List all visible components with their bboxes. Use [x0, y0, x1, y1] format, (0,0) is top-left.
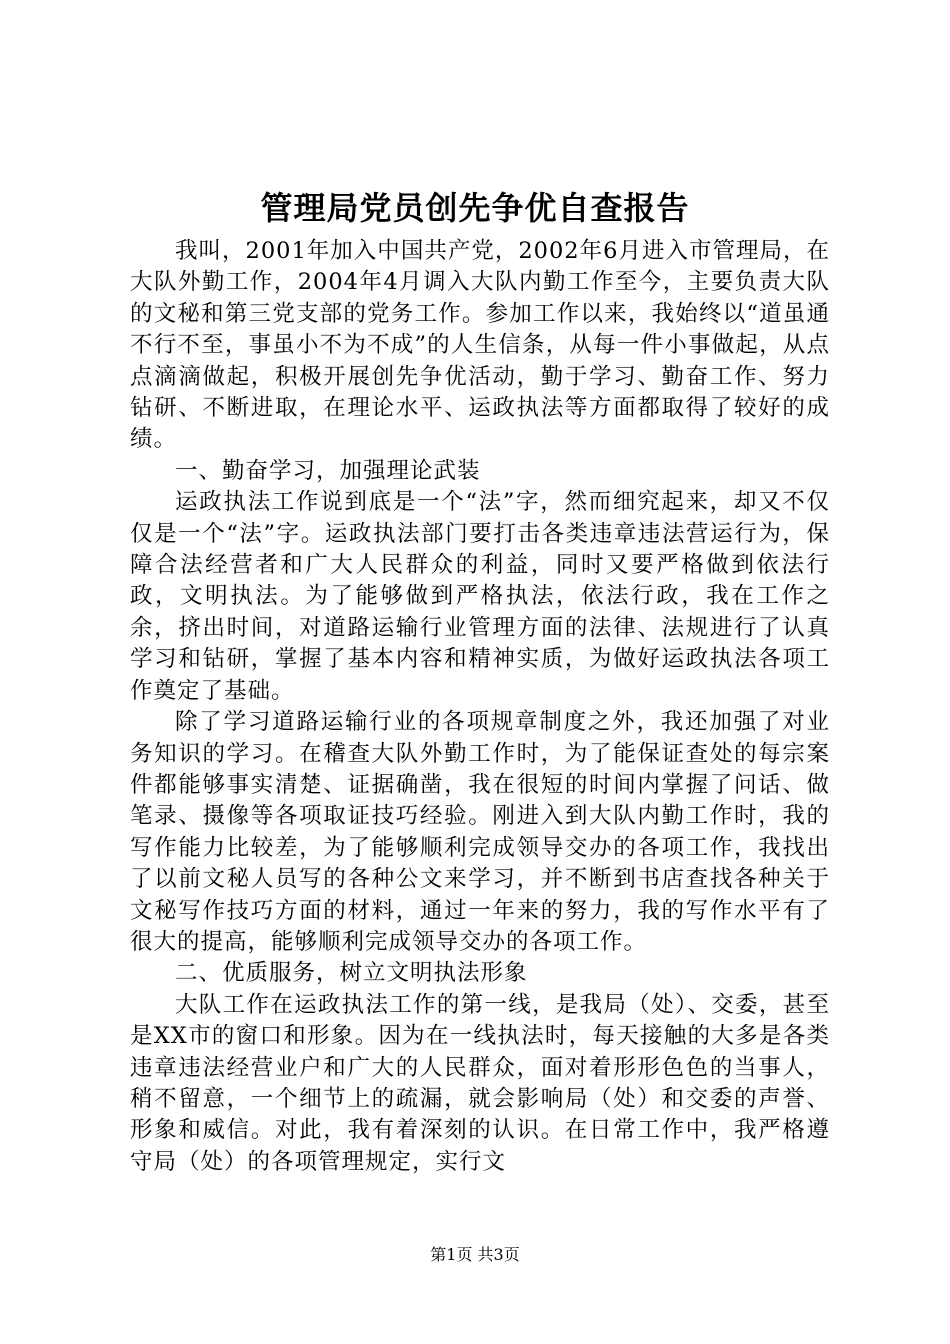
document-body — [130, 236, 830, 1178]
section-1-paragraph-1: 运政执法工作说到底是一个“法”字，然而细究起来，却又不仅仅是一个“法”字。运政执法部门要打击各类违章违法营运行为，保障合法经营者和广大人民群众的利益，同时又要严格做到依法行政，文明执法。为了能够做到严格执法，依法行政，我在工作之余，挤出时间，对道路运输行业管理方面的法律、法规进行了认真学习和钻研，掌握了基本内容和精神实质，为做好运政执法各项工作奠定了基础。 — [130, 489, 830, 704]
page-footer: 第1页 共3页 — [430, 1245, 520, 1264]
section-2-paragraph-1: 大队工作在运政执法工作的第一线，是我局（处）、交委，甚至是XX市的窗口和形象。因为在一线执法时，每天接触的大多是各类违章违法经营业户和广大的人民群众，面对着形形色色的当事人，稍不留意，一个细节上的疏漏，就会影响局（处）和交委的声誉、形象和威信。对此，我有着深刻的认识。在日常工作中，我严格遵守局（处）的各项管理规定，实行文 — [130, 991, 830, 1175]
intro-paragraph: 我叫，2001年加入中国共产党，2002年6月进入市管理局，在大队外勤工作，2004年4月调入大队内勤工作至今，主要负责大队的文秘和第三党支部的党务工作。参加工作以来，我始终以“道虽通不行不至，事虽小不为不成”的人生信条，从每一件小事做起，从点点滴滴做起，积极开展创先争优活动，勤于学习、勤奋工作、努力钻研、不断进取，在理论水平、运政执法等方面都取得了较好的成绩。 — [130, 238, 830, 453]
document-title: 管理局党员创先争优自查报告 — [260, 189, 690, 227]
section-heading-2: 二、优质服务，树立文明执法形象 — [175, 960, 528, 987]
section-1-paragraph-2: 除了学习道路运输行业的各项规章制度之外，我还加强了对业务知识的学习。在稽查大队外勤工作时，为了能保证查处的每宗案件都能够事实清楚、证据确凿，我在很短的时间内掌握了问话、做笔录、摄像等各项取证技巧经验。刚进入到大队内勤工作时，我的写作能力比较差，为了能够顺利完成领导交办的各项工作，我找出了以前文秘人员写的各种公文来学习，并不断到书店查找各种关于文秘写作技巧方面的材料，通过一年来的努力，我的写作水平有了很大的提高，能够顺利完成领导交办的各项工作。 — [130, 709, 830, 955]
section-heading-1: 一、勤奋学习，加强理论武装 — [175, 457, 481, 484]
